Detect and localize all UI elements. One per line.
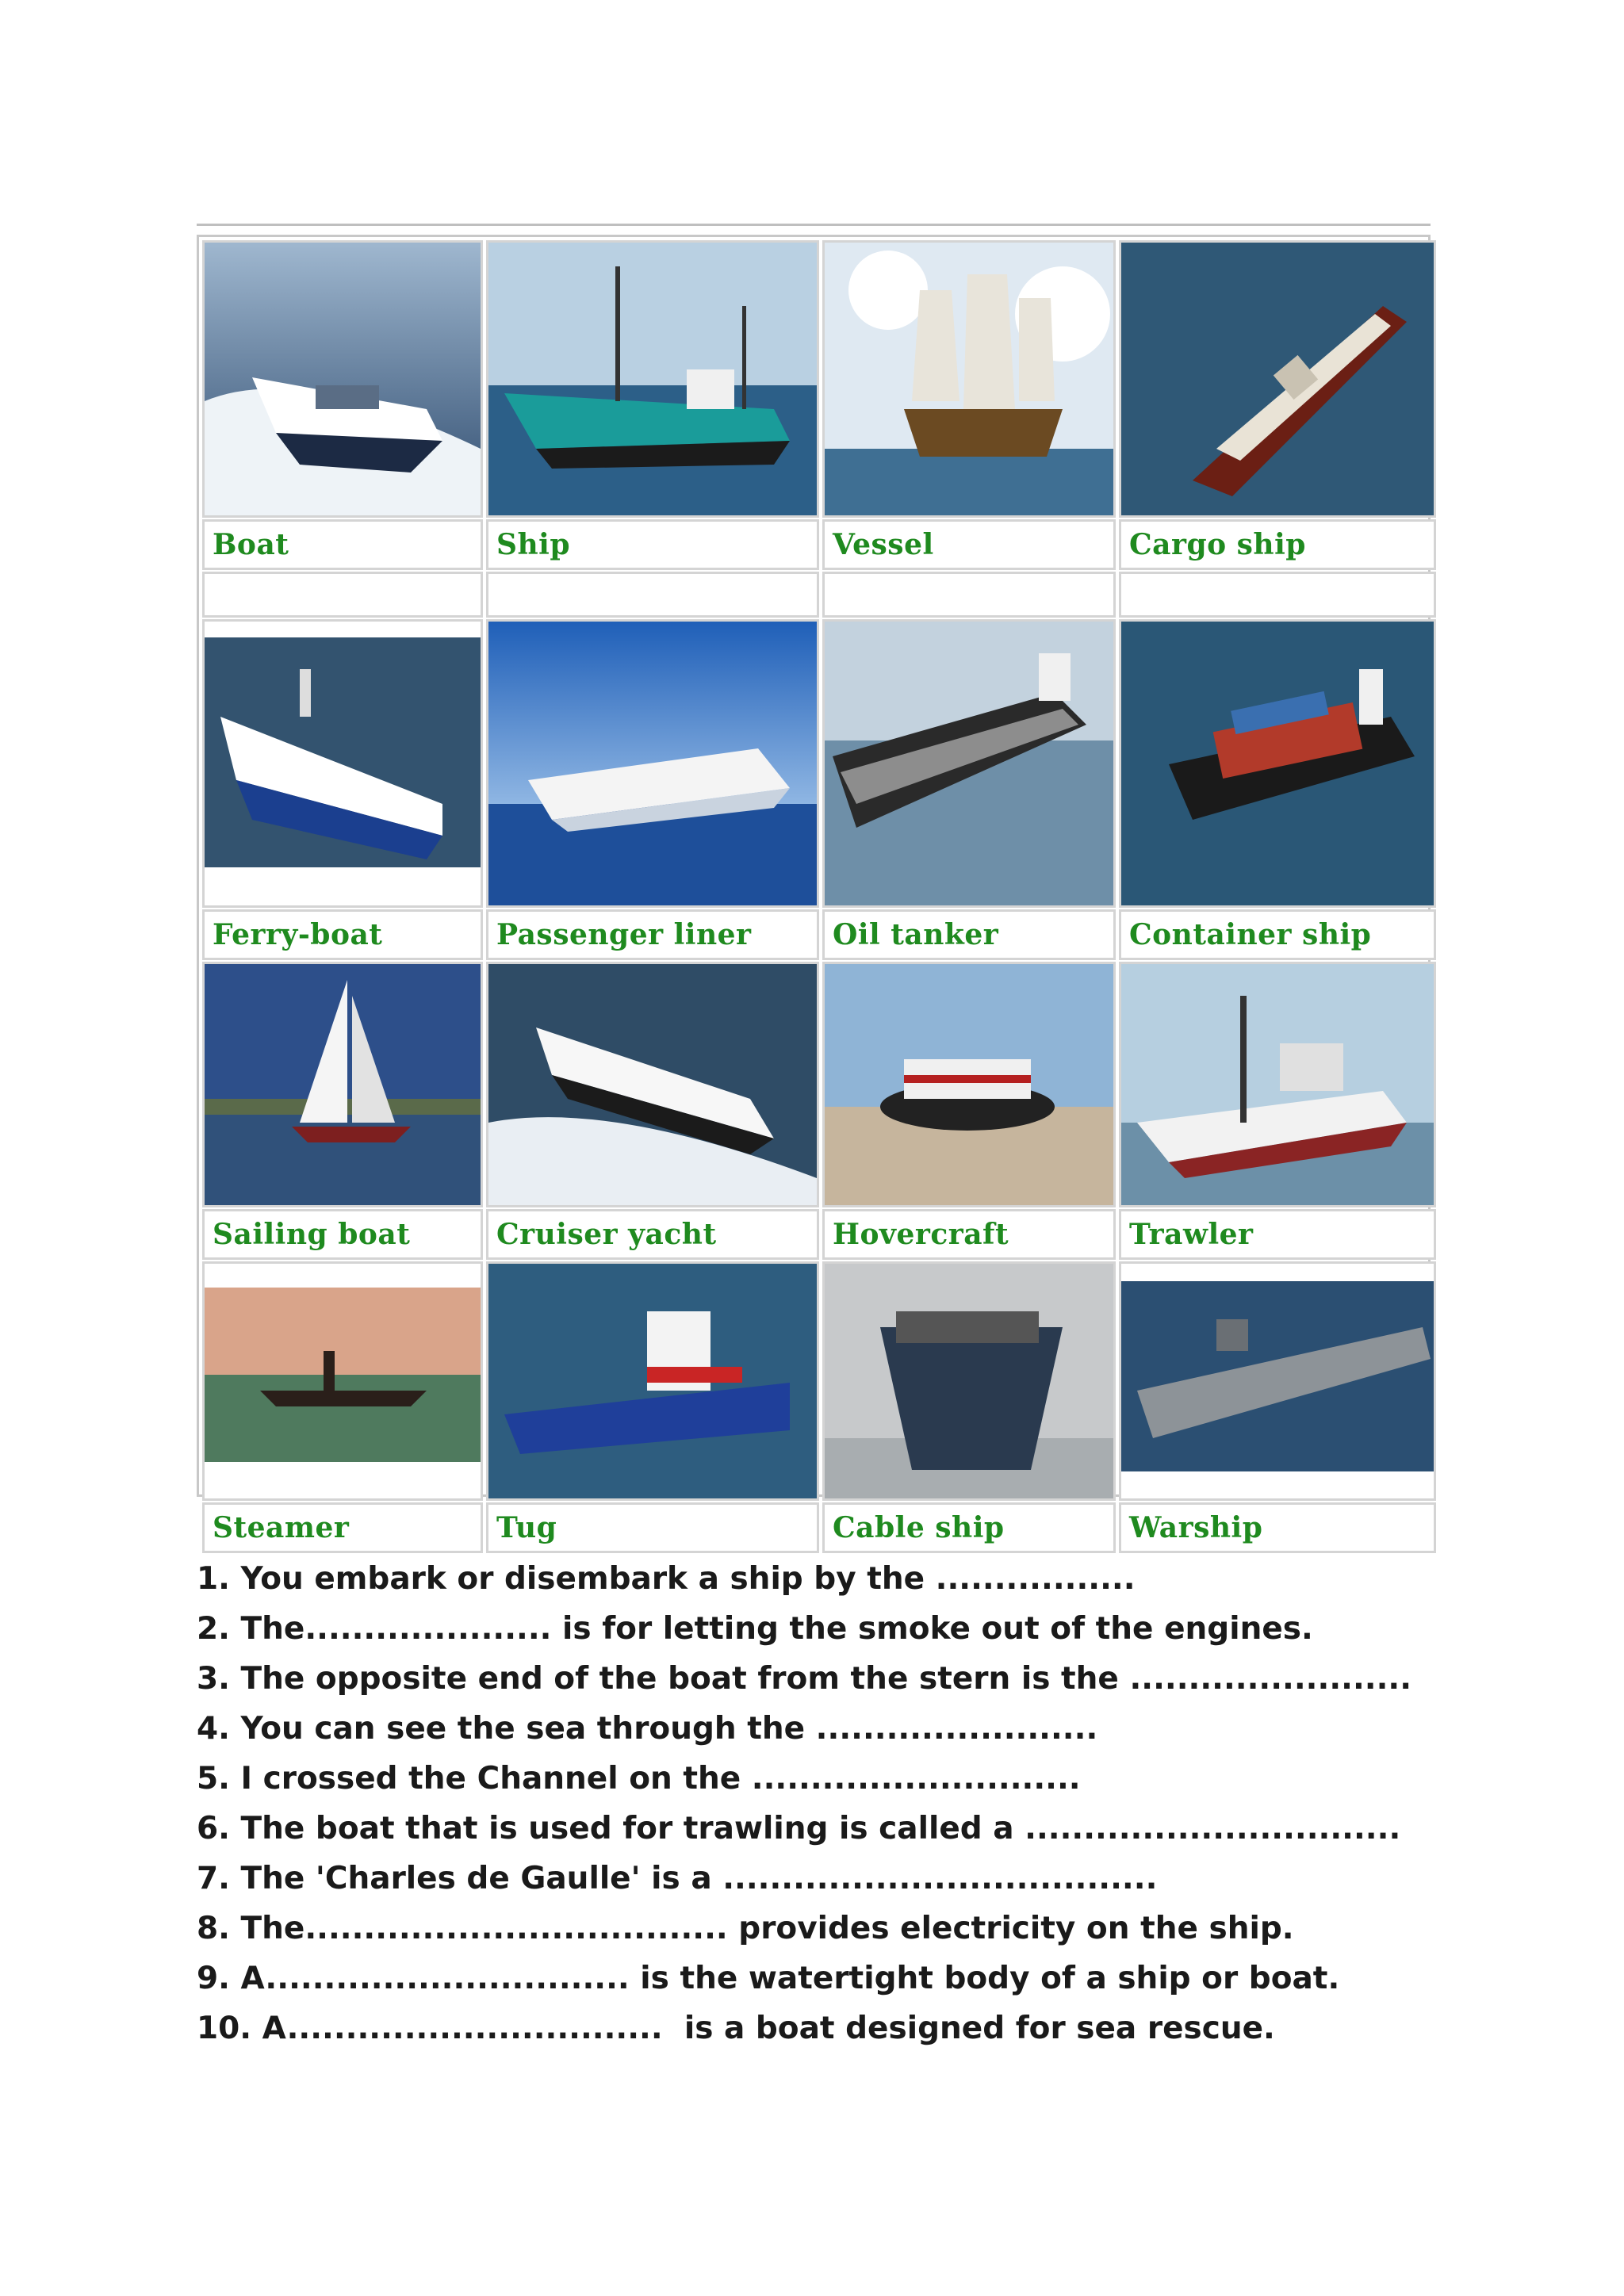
label-boat: Boat xyxy=(202,519,483,570)
oil-tanker-photo xyxy=(822,619,1116,908)
sailboat-photo xyxy=(202,962,483,1207)
label-vessel: Vessel xyxy=(822,519,1116,570)
label-sailing-boat: Sailing boat xyxy=(202,1209,483,1260)
label-tug: Tug xyxy=(486,1502,819,1553)
top-rule xyxy=(197,224,1431,226)
coastal-ship-photo xyxy=(486,240,819,518)
label-container-ship: Container ship xyxy=(1119,909,1436,960)
cargo-ship-photo xyxy=(1119,240,1436,518)
motorboat-photo xyxy=(202,240,483,518)
yacht-photo xyxy=(486,962,819,1207)
trawler-photo xyxy=(1119,962,1436,1207)
label-passenger-liner: Passenger liner xyxy=(486,909,819,960)
galleon-photo xyxy=(822,240,1116,518)
label-ship: Ship xyxy=(486,519,819,570)
question-7: 7. The 'Charles de Gaulle' is a ..................................... xyxy=(197,1861,1158,1896)
ship-vocabulary-table xyxy=(197,235,1431,1544)
cable-ship-photo xyxy=(822,1261,1116,1501)
question-1: 1. You embark or disembark a ship by the ................. xyxy=(197,1561,1136,1597)
empty-cell xyxy=(1119,572,1436,618)
label-cable-ship: Cable ship xyxy=(822,1502,1116,1553)
cruise-liner-photo xyxy=(486,619,819,908)
hovercraft-photo xyxy=(822,962,1116,1207)
question-2: 2. The..................... is for letting the smoke out of the engines. xyxy=(197,1611,1313,1647)
tugboat-photo xyxy=(486,1261,819,1501)
aircraft-carrier-photo xyxy=(1119,1261,1436,1501)
empty-cell xyxy=(202,572,483,618)
label-steamer: Steamer xyxy=(202,1502,483,1553)
label-cruiser-yacht: Cruiser yacht xyxy=(486,1209,819,1260)
empty-cell xyxy=(822,572,1116,618)
question-4: 4. You can see the sea through the ........................ xyxy=(197,1711,1098,1747)
empty-cell xyxy=(486,572,819,618)
question-3: 3. The opposite end of the boat from the stern is the ........................ xyxy=(197,1661,1412,1697)
label-oil-tanker: Oil tanker xyxy=(822,909,1116,960)
label-trawler: Trawler xyxy=(1119,1209,1436,1260)
question-5: 5. I crossed the Channel on the ............................ xyxy=(197,1761,1081,1797)
question-9: 9. A............................... is the watertight body of a ship or boat. xyxy=(197,1961,1340,1996)
label-hovercraft: Hovercraft xyxy=(822,1209,1116,1260)
container-ship-photo xyxy=(1119,619,1436,908)
question-6: 6. The boat that is used for trawling is called a ................................ xyxy=(197,1811,1401,1846)
question-8: 8. The.................................... provides electricity on the ship. xyxy=(197,1911,1294,1946)
exercise-questions xyxy=(197,1554,1431,2053)
label-warship: Warship xyxy=(1119,1502,1436,1553)
steamer-painting xyxy=(202,1261,483,1501)
ferry-photo xyxy=(202,619,483,908)
question-10: 10. A................................ is a boat designed for sea rescue. xyxy=(197,2011,1275,2046)
label-cargo-ship: Cargo ship xyxy=(1119,519,1436,570)
label-ferry-boat: Ferry-boat xyxy=(202,909,483,960)
